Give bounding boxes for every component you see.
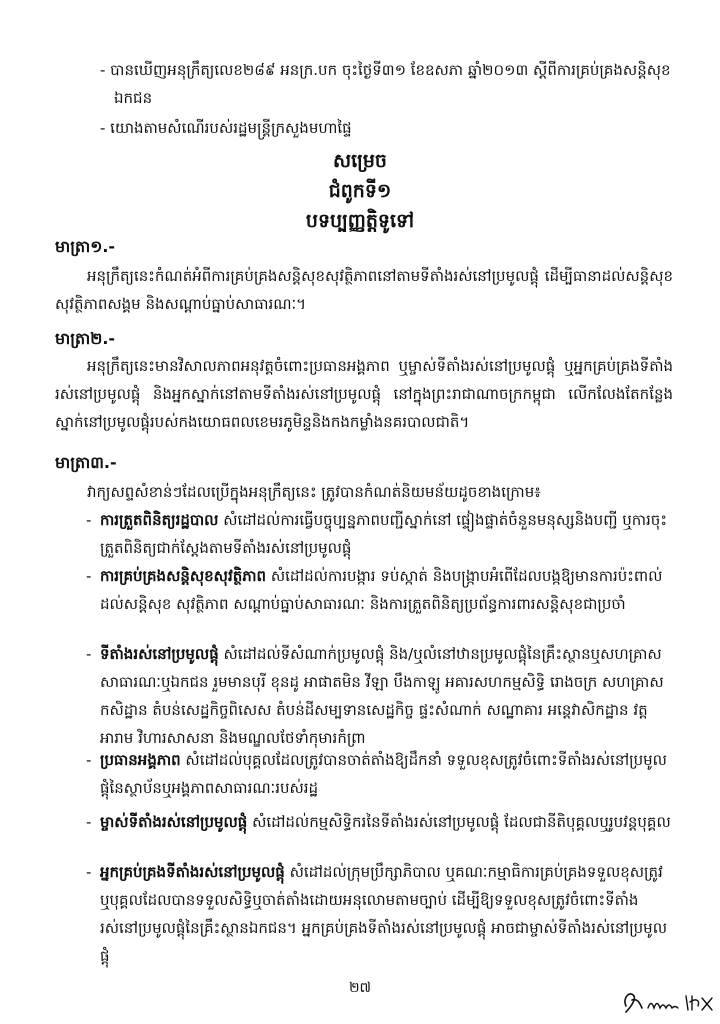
article-2-body: អនុក្រឹត្យនេះមានវិសាលភាពអនុវត្តចំពោះប្រធានអង្គភាព ឬម្ចាស់ទីតាំងរស់នៅប្រមូលផ្តុំ ឬអ្នកគ្រប់គ្រងទីតាំងរស់នៅប្រមូលផ្តុំ និងអ្នកស្នាក់នៅតាមទីតាំងរស់នៅប្រមូលផ្តុំ នៅក្នុងព្រះរាជាណាចក្រកម្ពុជា លើកលែងតែកន្លែងស្នាក់នៅប្រមូលផ្តុំរបស់កងយោធពលខេមរភូមិន្ទនិងកងកម្លាំងនគរបាលជាតិ។ bbox=[55, 357, 673, 431]
preamble-item-2 bbox=[100, 114, 680, 142]
article-3-intro: វាក្យសព្ទសំខាន់ៗដែលប្រើក្នុងអនុក្រឹត្យនេះ ត្រូវបានកំណត់និយមន័យដូចខាងក្រោម៖ bbox=[87, 483, 541, 501]
chapter-title: ជំពូកទី១ bbox=[328, 180, 392, 202]
chapter-subtitle: បទប្បញ្ញត្តិទូទៅ bbox=[305, 210, 415, 232]
article-3-heading: មាត្រា៣.- bbox=[55, 453, 117, 472]
decision-title: សម្រេច bbox=[333, 150, 387, 172]
definition-text: សំដៅដល់ការធ្វើបច្ចុប្បន្នភាពបញ្ជីស្នាក់នៅ ផ្ទៀងផ្ទាត់ចំនួនមនុស្សនិងបញ្ជី ឬការចុះត្រួតពិនិត្យជាក់ស្តែងតាមទីតាំងរស់នៅប្រមូលផ្តុំ bbox=[100, 511, 667, 557]
definition-text: សំដៅដល់ទីសំណាក់ប្រមូលផ្តុំ និង/ឬលំនៅឋានប្រមូលផ្តុំនៃគ្រឹះស្ថានឬសហគ្រាសសាធារណៈឬឯកជន រួមមានបុរី ខុនដូ អាផាតមិន វីឡា បឹងកាឡូ អគារសហកម្មសិទ្ធិ រោងចក្រ សហគ្រាស កសិដ្ឋាន តំបន់សេដ្ឋកិច្ចពិសេស តំបន់ដីសម្បទានសេដ្ឋកិច្ច ផ្ទះសំណាក់ សណ្ឋាគារ អន្តេវាសិកដ្ឋាន វត្តអារាម វិហារសាសនា និងមណ្ឌលថែទាំកុមារកំព្រា bbox=[100, 645, 664, 747]
preamble-item-1-line1: - បានឃើញអនុក្រឹត្យលេខ២៨៩ អនក្រ.បក ចុះថ្ងៃទី៣១ ខែឧសភា ឆ្នាំ២០១៣ ស្តីពីការគ្រប់គ្រងសន្តិសុខ bbox=[100, 61, 671, 79]
definition-term: ទីតាំងរស់នៅប្រមូលផ្តុំ bbox=[100, 645, 219, 663]
definition-text: សំដៅដល់បុគ្គលដែលត្រូវបានចាត់តាំងឱ្យដឹកនាំ ទទួលខុសត្រូវចំពោះទីតាំងរស់នៅប្រមូលផ្តុំនៃស្ថាប័នឬអង្គភាពសាធារណៈរបស់រដ្ឋ bbox=[100, 751, 667, 797]
definition-term: ការគ្រប់គ្រងសន្តិសុខសុវត្ថិភាព bbox=[100, 567, 267, 585]
preamble-item-2-line1: - យោងតាមសំណើរបស់រដ្ឋមន្ត្រីក្រសួងមហាផ្ទៃ bbox=[100, 119, 352, 137]
definition-term: អ្នកគ្រប់គ្រងទីតាំងរស់នៅប្រមូលផ្តុំ bbox=[100, 863, 285, 881]
page-number: ២៧ bbox=[348, 980, 372, 996]
definition-item: - ការគ្រប់គ្រងសន្តិសុខសុវត្ថិភាព សំដៅដល់ការបង្ការ ទប់ស្កាត់ និងបង្ក្រាបអំពើដែលបង្កឱ្យមានការប៉ះពាល់ដល់សន្តិសុខ សុវត្ថិភាព សណ្តាប់ធ្នាប់សាធារណៈ និងការត្រួតពិនិត្យប្រព័ន្ធការពារសន្តិសុខជាប្រចាំ bbox=[86, 567, 663, 613]
definition-text: សំដៅដល់ការបង្ការ ទប់ស្កាត់ និងបង្ក្រាបអំពើដែលបង្កឱ្យមានការប៉ះពាល់ដល់សន្តិសុខ សុវត្ថិភាព សណ្តាប់ធ្នាប់សាធារណៈ និងការត្រួតពិនិត្យប្រព័ន្ធការពារសន្តិសុខជាប្រចាំ bbox=[100, 567, 663, 613]
definition-term: ការត្រួតពិនិត្យរដ្ឋបាល bbox=[100, 511, 219, 529]
definition-item: - ទីតាំងរស់នៅប្រមូលផ្តុំ សំដៅដល់ទីសំណាក់ប្រមូលផ្តុំ និង/ឬលំនៅឋានប្រមូលផ្តុំនៃគ្រឹះស្ថានឬសហគ្រាសសាធារណៈឬឯកជន រួមមានបុរី ខុនដូ អាផាតមិន វីឡា បឹងកាឡូ អគារសហកម្មសិទ្ធិ រោងចក្រ សហគ្រាស កសិដ្ឋាន តំបន់សេដ្ឋកិច្ចពិសេស តំបន់ដីសម្បទានសេដ្ឋកិច្ច ផ្ទះសំណាក់ សណ្ឋាគារ អន្តេវាសិកដ្ឋាន វត្តអារាម វិហារសាសនា និងមណ្ឌលថែទាំកុមារកំព្រា bbox=[86, 645, 664, 747]
definition-item: - ការត្រួតពិនិត្យរដ្ឋបាល សំដៅដល់ការធ្វើបច្ចុប្បន្នភាពបញ្ជីស្នាក់នៅ ផ្ទៀងផ្ទាត់ចំនួនមនុស្សនិងបញ្ជី ឬការចុះត្រួតពិនិត្យជាក់ស្តែងតាមទីតាំងរស់នៅប្រមូលផ្តុំ bbox=[86, 511, 667, 557]
definition-text: សំដៅដល់កម្មសិទ្ធិករនៃទីតាំងរស់នៅប្រមូលផ្តុំ ដែលជានីតិបុគ្គលឬរូបវន្តបុគ្គល bbox=[247, 813, 671, 831]
article-2-heading: មាត្រា២.- bbox=[55, 329, 116, 348]
definition-item: - ម្ចាស់ទីតាំងរស់នៅប្រមូលផ្តុំ សំដៅដល់កម្មសិទ្ធិករនៃទីតាំងរស់នៅប្រមូលផ្តុំ ដែលជានីតិបុគ្គលឬរូបវន្តបុគ្គល bbox=[86, 813, 671, 831]
article-1-heading: មាត្រា១.- bbox=[55, 237, 116, 256]
preamble-item-1 bbox=[100, 56, 680, 112]
definition-term: ប្រធានអង្គភាព bbox=[100, 751, 181, 769]
preamble-item-1-line2: ឯកជន bbox=[114, 89, 153, 107]
article-1-body: អនុក្រឹត្យនេះកំណត់អំពីការគ្រប់គ្រងសន្តិសុខសុវត្ថិភាពនៅតាមទីតាំងរស់នៅប្រមូលផ្តុំ ដើម្បីធានាដល់សន្តិសុខ សុវត្ថិភាពសង្គម និងសណ្តាប់ធ្នាប់សាធារណៈ។ bbox=[55, 267, 673, 313]
signature-mark bbox=[618, 984, 718, 1018]
definition-item: - អ្នកគ្រប់គ្រងទីតាំងរស់នៅប្រមូលផ្តុំ សំដៅដល់ក្រុមប្រឹក្សាភិបាល ឬគណៈកម្មាធិការគ្រប់គ្រងទទួលខុសត្រូវ ឬបុគ្គលដែលបានទទួលសិទ្ធិឬចាត់តាំងដោយអនុលោមតាមច្បាប់ ដើម្បីឱ្យទទួលខុសត្រូវចំពោះទីតាំងរស់នៅប្រមូលផ្តុំនៃគ្រឹះស្ថានឯកជន។ អ្នកគ្រប់គ្រងទីតាំងរស់នៅប្រមូលផ្តុំ អាចជាម្ចាស់ទីតាំងរស់នៅប្រមូលផ្តុំ bbox=[86, 863, 667, 965]
definition-item: - ប្រធានអង្គភាព សំដៅដល់បុគ្គលដែលត្រូវបានចាត់តាំងឱ្យដឹកនាំ ទទួលខុសត្រូវចំពោះទីតាំងរស់នៅប្រមូលផ្តុំនៃស្ថាប័នឬអង្គភាពសាធារណៈរបស់រដ្ឋ bbox=[86, 751, 667, 797]
definition-term: ម្ចាស់ទីតាំងរស់នៅប្រមូលផ្តុំ bbox=[100, 813, 248, 831]
definition-text: សំដៅដល់ក្រុមប្រឹក្សាភិបាល ឬគណៈកម្មាធិការគ្រប់គ្រងទទួលខុសត្រូវ ឬបុគ្គលដែលបានទទួលសិទ្ធិឬចាត់តាំងដោយអនុលោមតាមច្បាប់ ដើម្បីឱ្យទទួលខុសត្រូវចំពោះទីតាំងរស់នៅប្រមូលផ្តុំនៃគ្រឹះស្ថានឯកជន។ អ្នកគ្រប់គ្រងទីតាំងរស់នៅប្រមូលផ្តុំ អាចជាម្ចាស់ទីតាំងរស់នៅប្រមូលផ្តុំ bbox=[100, 863, 667, 965]
